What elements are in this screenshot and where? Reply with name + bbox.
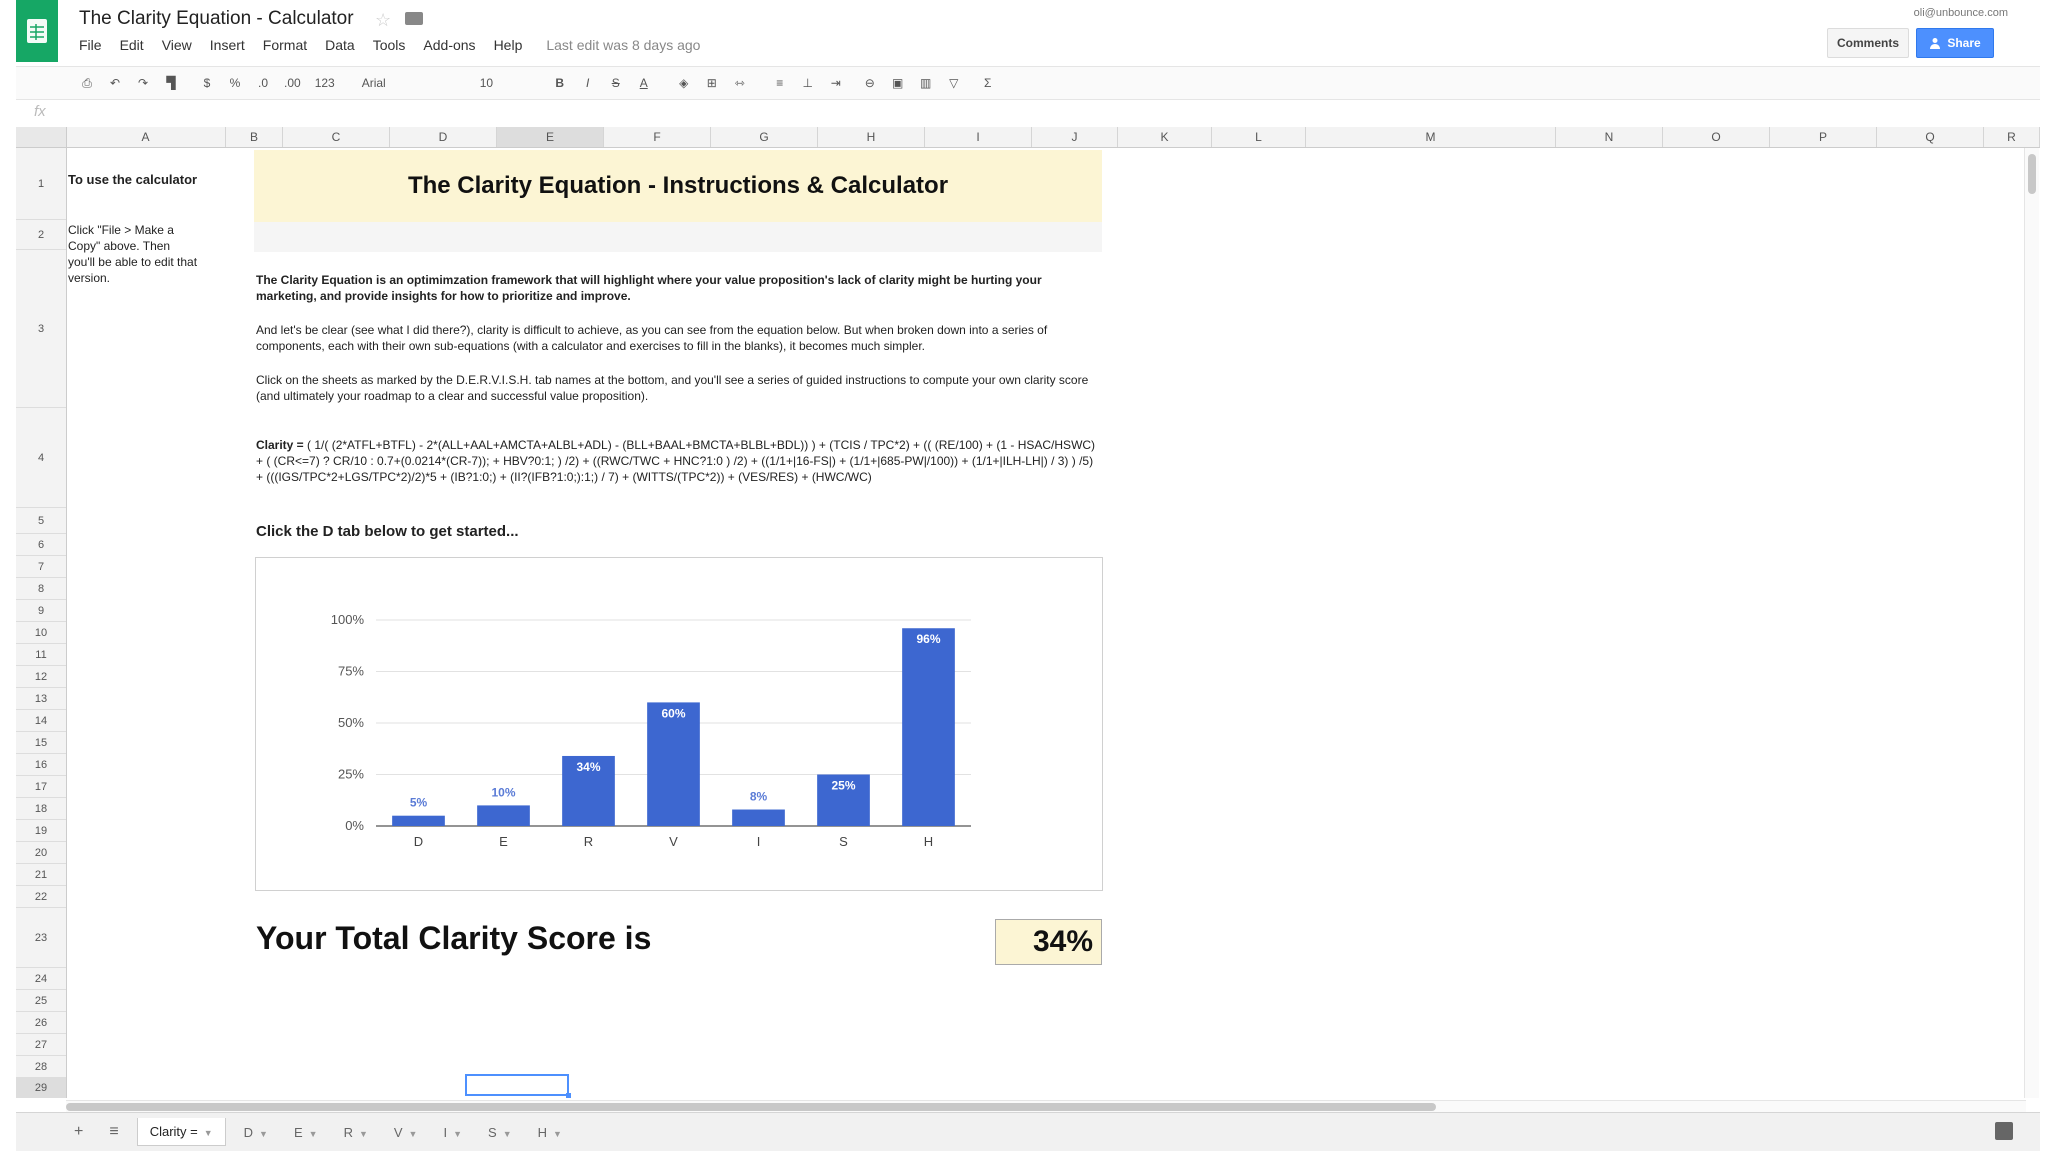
menu-file[interactable]: File (79, 37, 102, 53)
tab-e[interactable] (286, 1122, 326, 1143)
tabs-paragraph[interactable]: Click on the sheets as marked by the D.E.R.V.I.S.H. tab names at the bottom, and you'll see a series of guided instructions to compute your own clarity score (and ultimately your roadmap to a clear and successful value proposition). (256, 373, 1089, 403)
sheets-logo-icon[interactable] (16, 0, 58, 62)
column-header[interactable]: Q (1877, 127, 1984, 147)
row-header[interactable]: 7 (16, 556, 66, 578)
text-wrap-icon[interactable]: ⇥ (830, 76, 841, 90)
total-score-label[interactable]: Your Total Clarity Score is (256, 920, 652, 956)
vertical-scroll-thumb[interactable] (2028, 154, 2036, 194)
get-started-text[interactable]: Click the D tab below to get started... (256, 523, 519, 540)
star-icon[interactable]: ☆ (375, 10, 392, 30)
row-header[interactable]: 23 (16, 908, 66, 968)
currency-format-button[interactable]: $ (203, 76, 211, 90)
row-header[interactable]: 18 (16, 798, 66, 820)
column-header[interactable]: J (1032, 127, 1118, 147)
chevron-down-icon: ▼ (308, 1128, 318, 1139)
share-button[interactable] (1916, 28, 1994, 58)
share-label: Share (1947, 36, 1981, 50)
x-tick-label: E (499, 834, 508, 849)
menu-format[interactable]: Format (262, 37, 308, 53)
side-heading[interactable]: To use the calculator (68, 172, 198, 187)
fill-handle[interactable] (566, 1093, 571, 1098)
x-tick-label: H (923, 834, 934, 849)
menu-edit[interactable]: Edit (119, 37, 144, 53)
column-header[interactable]: A (66, 127, 226, 147)
y-tick-label: 75% (337, 663, 364, 679)
row-headers (16, 148, 67, 1098)
column-header[interactable]: P (1770, 127, 1877, 147)
column-header[interactable]: C (283, 127, 390, 147)
clarity-paragraph[interactable]: And let's be clear (see what I did there?), clarity is difficult to achieve, as you can see from the equation below. But when broken down into a series of components, each with their own sub-equations (with a calculator and exercises to fill in the blanks), it becomes much simpler. (256, 323, 1048, 353)
italic-icon[interactable]: I (586, 76, 590, 90)
x-tick-label: V (669, 834, 678, 849)
column-header[interactable]: F (604, 127, 711, 147)
row-header[interactable]: 11 (16, 644, 66, 666)
menu-data[interactable]: Data (325, 37, 355, 53)
row-header[interactable]: 26 (16, 1012, 66, 1034)
row-header[interactable]: 22 (16, 886, 66, 908)
y-tick-label: 50% (337, 715, 364, 730)
tab-label: I (443, 1124, 448, 1140)
row-header[interactable]: 6 (16, 534, 66, 556)
undo-icon[interactable]: ↶ (109, 76, 121, 90)
menu-tools[interactable]: Tools (372, 37, 406, 53)
functions-icon[interactable]: Σ (984, 76, 992, 90)
decrease-decimal-button[interactable]: .0 (257, 76, 268, 90)
row-header[interactable]: 10 (16, 622, 66, 644)
chart-svg (256, 558, 1102, 890)
y-tick-label: 0% (345, 818, 364, 833)
toolbar (16, 66, 2040, 100)
fx-icon: fx (34, 103, 46, 120)
tab-r[interactable] (336, 1122, 376, 1143)
all-sheets-icon[interactable]: ≡ (109, 1123, 119, 1140)
row-header[interactable]: 20 (16, 842, 66, 864)
row-header[interactable]: 3 (16, 250, 66, 408)
equation-text: ( 1/( (2*ATFL+BTFL) - 2*(ALL+AAL+AMCTA+ALBL+ADL) - (BLL+BAAL+BMCTA+BLBL+BDL)) ) + (TCIS / TPC*2) + (( (RE/100) + (1 - HSAC/HSWC) + ( (CR<=7) ? CR/10 : 0.7+(0.0214*(CR-7)); + HBV?0:1; ) /2) + ((RWC/TWC + HNC?1:0 ) /2) + ((1/1+|16-FS|) + (1/1+|685-PW|/100)) + (1/1+|ILH-LH|) / 3) ) /5) + (((IGS/TPC*2+LGS/TPC*2)/2)*5 + (IB?1:0;) + (II?(IFB?1:0;):1;) / 7) + (WITTS/(TPC*2)) + (VES/RES) + (HWC/WC) (256, 438, 1096, 484)
clarity-bar-chart[interactable] (255, 557, 1103, 891)
row-header[interactable]: 24 (16, 968, 66, 990)
intro-paragraph[interactable]: The Clarity Equation is an optimimzation framework that will highlight where your value proposition's lack of clarity might be hurting your marketing, and provide insights for how to prioritize and improve. (256, 273, 1042, 303)
row-header[interactable]: 29 (16, 1078, 66, 1098)
paint-format-icon[interactable]: ▜ (166, 76, 176, 90)
bold-icon[interactable]: B (555, 76, 565, 90)
strikethrough-icon[interactable]: S (611, 76, 620, 90)
data-label: 34% (576, 759, 601, 774)
column-header[interactable]: H (818, 127, 925, 147)
equation-cell[interactable] (256, 437, 1096, 485)
vertical-align-icon[interactable]: ⊥ (802, 76, 813, 90)
tab-v[interactable] (386, 1122, 426, 1143)
text-color-icon[interactable]: A (639, 76, 648, 90)
banner-subrow[interactable] (254, 222, 1102, 252)
account-email[interactable]: oli@unbounce.com (1913, 7, 2008, 19)
column-header[interactable]: E (497, 127, 604, 147)
y-tick-label: 100% (330, 612, 364, 627)
column-header[interactable]: N (1556, 127, 1663, 147)
tab-d[interactable] (236, 1122, 276, 1143)
menu-help[interactable]: Help (493, 37, 523, 53)
row-header[interactable]: 14 (16, 710, 66, 732)
tab-i[interactable] (435, 1122, 470, 1143)
sheet-tabs-bar (16, 1112, 2040, 1151)
tab-label: E (293, 1124, 303, 1140)
column-header[interactable]: O (1663, 127, 1770, 147)
print-icon[interactable]: ⎙ (82, 75, 92, 90)
redo-icon[interactable]: ↷ (137, 76, 149, 90)
column-header[interactable]: K (1118, 127, 1212, 147)
row-header[interactable]: 13 (16, 688, 66, 710)
link-icon[interactable]: ⊖ (864, 76, 875, 90)
x-tick-label: I (756, 834, 761, 849)
more-formats-button[interactable]: 123 (314, 76, 335, 90)
percent-format-button[interactable]: % (229, 76, 241, 90)
column-header[interactable]: D (390, 127, 497, 147)
menu-addons[interactable]: Add-ons (423, 37, 476, 53)
tab-clarity[interactable] (137, 1118, 226, 1146)
select-all-corner[interactable] (16, 127, 67, 147)
tab-label: Clarity = (149, 1124, 198, 1139)
side-instructions[interactable]: Click "File > Make a Copy" above. Then you'll be able to edit that version. (68, 223, 198, 285)
column-header[interactable]: B (226, 127, 283, 147)
tab-h[interactable] (530, 1122, 570, 1143)
fill-color-icon[interactable]: ◈ (679, 76, 689, 90)
chevron-down-icon: ▼ (203, 1128, 213, 1138)
x-tick-label: R (583, 834, 594, 849)
tab-label: H (537, 1124, 547, 1140)
data-label: 96% (916, 632, 941, 647)
menu-view[interactable]: View (161, 37, 192, 53)
comments-button[interactable]: Comments (1827, 28, 1909, 58)
chevron-down-icon: ▼ (358, 1128, 368, 1139)
row-header[interactable]: 1 (16, 148, 66, 220)
row-header[interactable]: 28 (16, 1056, 66, 1078)
last-edit-status[interactable]: Last edit was 8 days ago (546, 37, 701, 53)
folder-icon[interactable] (405, 12, 423, 25)
row-header[interactable]: 17 (16, 776, 66, 798)
row-header[interactable]: 15 (16, 732, 66, 754)
person-icon (1929, 37, 1941, 49)
chart-icon[interactable]: ▥ (920, 76, 932, 90)
bar (732, 810, 785, 826)
menu-insert[interactable]: Insert (209, 37, 245, 53)
y-tick-label: 25% (337, 766, 364, 782)
bar (647, 702, 700, 826)
data-label: 8% (749, 789, 768, 804)
bar (477, 805, 530, 826)
data-label: 25% (831, 778, 856, 793)
x-tick-label: S (839, 834, 848, 849)
formula-bar[interactable] (16, 99, 2040, 128)
column-header[interactable]: R (1984, 127, 2040, 147)
row-header[interactable]: 27 (16, 1034, 66, 1056)
borders-icon[interactable]: ⊞ (706, 76, 717, 90)
font-size-select[interactable]: 10 (479, 76, 494, 90)
row-header[interactable]: 19 (16, 820, 66, 842)
total-score-value[interactable]: 34% (995, 919, 1102, 965)
horizontal-align-icon[interactable]: ≡ (776, 76, 784, 90)
row-header[interactable]: 4 (16, 408, 66, 508)
data-label: 5% (409, 795, 428, 810)
chevron-down-icon: ▼ (502, 1128, 512, 1139)
add-sheet-icon[interactable]: + (74, 1123, 84, 1140)
data-label: 10% (491, 785, 516, 800)
x-tick-label: D (413, 834, 424, 849)
menu-bar (79, 37, 718, 53)
column-header[interactable]: L (1212, 127, 1306, 147)
row-header[interactable]: 16 (16, 754, 66, 776)
document-title[interactable]: The Clarity Equation - Calculator (79, 8, 354, 29)
chevron-down-icon: ▼ (408, 1128, 418, 1139)
page-title[interactable]: The Clarity Equation - Instructions & Calculator (254, 150, 1102, 222)
chevron-down-icon: ▼ (453, 1128, 463, 1139)
chevron-down-icon: ▼ (553, 1128, 562, 1139)
row-header[interactable]: 25 (16, 990, 66, 1012)
column-headers (16, 127, 2040, 148)
tab-s[interactable] (480, 1122, 520, 1143)
row-header[interactable]: 8 (16, 578, 66, 600)
row-header[interactable]: 2 (16, 220, 66, 250)
explore-icon[interactable] (1995, 1122, 2013, 1140)
column-header[interactable]: M (1306, 127, 1556, 147)
tab-label: S (488, 1124, 497, 1140)
comment-icon[interactable]: ▣ (892, 76, 904, 90)
data-label: 60% (661, 706, 686, 721)
merge-cells-icon[interactable]: ⇿ (734, 76, 745, 90)
bar (902, 628, 955, 826)
vertical-scrollbar[interactable] (2024, 148, 2039, 1098)
row-header[interactable]: 9 (16, 600, 66, 622)
row-header[interactable]: 12 (16, 666, 66, 688)
tab-label: D (243, 1124, 254, 1140)
column-header[interactable]: G (711, 127, 818, 147)
font-family-select[interactable]: Arial (361, 76, 386, 90)
filter-icon[interactable]: ▽ (949, 76, 959, 90)
tab-label: V (393, 1124, 403, 1140)
column-header[interactable]: I (925, 127, 1032, 147)
horizontal-scroll-thumb[interactable] (66, 1103, 1436, 1111)
bar (392, 816, 445, 826)
tab-label: R (343, 1124, 353, 1140)
equation-label: Clarity = (256, 438, 308, 452)
selected-cell[interactable] (465, 1074, 569, 1096)
row-header[interactable]: 21 (16, 864, 66, 886)
increase-decimal-button[interactable]: .00 (284, 76, 301, 90)
row-header[interactable]: 5 (16, 508, 66, 534)
chevron-down-icon: ▼ (259, 1128, 268, 1139)
